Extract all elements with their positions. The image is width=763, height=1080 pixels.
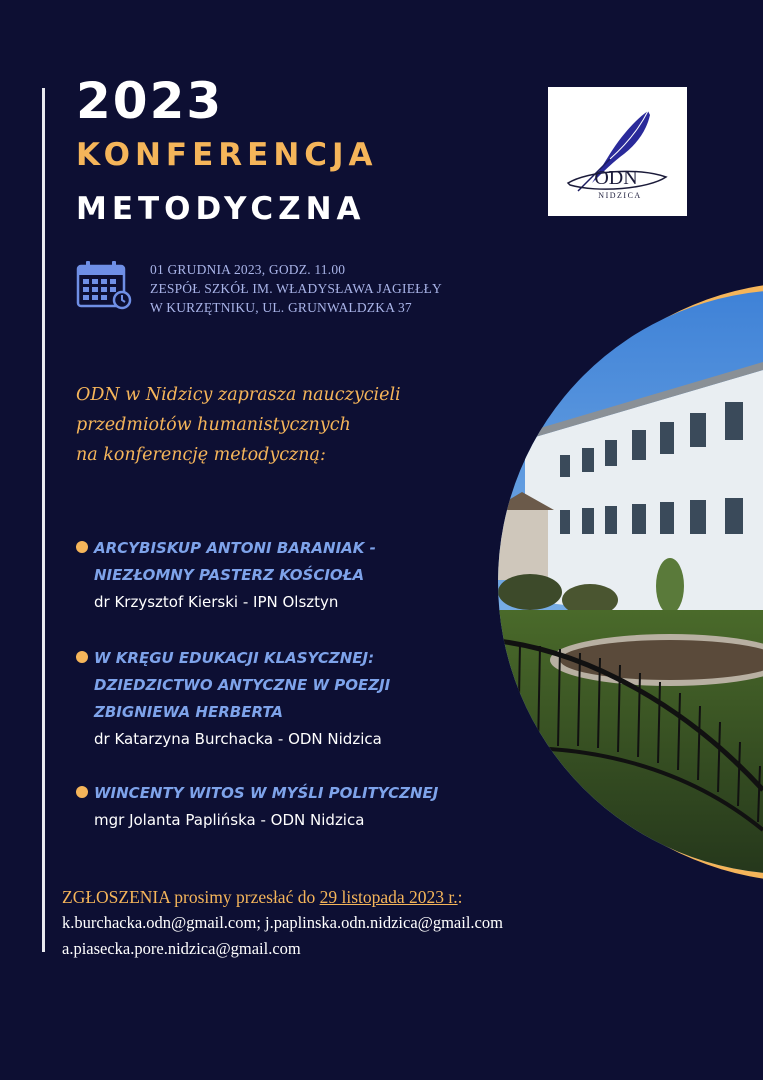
invitation-text [76, 380, 401, 470]
topic-speaker: mgr Jolanta Paplińska - ODN Nidzica [94, 811, 365, 829]
registration-prefix: ZGŁOSZENIA prosimy przesłać do [62, 887, 320, 907]
title-metodyczna: METODYCZNA [76, 191, 366, 227]
topic-title: NIEZŁOMNY PASTERZ KOŚCIOŁA [94, 566, 365, 584]
event-venue: ZESPÓŁ SZKÓŁ IM. WŁADYSŁAWA JAGIEŁŁY [150, 281, 442, 296]
registration-section [62, 884, 503, 962]
logo-nidzica-text: NIDZICA [598, 191, 642, 200]
topic-title: WINCENTY WITOS W MYŚLI POLITYCZNEJ [94, 784, 439, 802]
bullet-dot [76, 786, 88, 798]
topic-title: ARCYBISKUP ANTONI BARANIAK - [94, 539, 376, 557]
topic-speaker: dr Krzysztof Kierski - IPN Olsztyn [94, 593, 339, 611]
registration-deadline: 29 listopada 2023 r. [319, 887, 458, 907]
bullet-dot [76, 541, 88, 553]
topic-item [76, 780, 438, 834]
topic-title: ZBIGNIEWA HERBERTA [94, 703, 284, 721]
registration-suffix: : [457, 887, 463, 907]
logo-odn-text: ODN [594, 167, 638, 189]
odn-logo [548, 87, 687, 216]
registration-heading [62, 884, 503, 910]
school-building-photo [470, 270, 763, 901]
year-heading: 2023 [76, 72, 224, 130]
event-details [150, 260, 442, 317]
topic-title: DZIEDZICTWO ANTYCZNE W POEZJI [94, 676, 391, 694]
topic-title: W KRĘGU EDUKACJI KLASYCZNEJ: [94, 649, 375, 667]
registration-emails[interactable]: k.burchacka.odn@gmail.com; j.paplinska.odn.nidzica@gmail.com [62, 913, 503, 932]
calendar-clock-icon [76, 260, 132, 315]
event-address: W KURZĘTNIKU, UL. GRUNWALDZKA 37 [150, 300, 412, 315]
vertical-divider-line [42, 88, 45, 952]
title-konferencja: KONFERENCJA [76, 137, 378, 173]
topic-speaker: dr Katarzyna Burchacka - ODN Nidzica [94, 730, 382, 748]
event-date: 01 GRUDNIA 2023, GODZ. 11.00 [150, 262, 346, 277]
topic-item [76, 535, 376, 616]
invitation-line: ODN w Nidzicy zaprasza nauczycieli [76, 385, 401, 405]
invitation-line: na konferencję metodyczną: [76, 445, 326, 465]
registration-email[interactable]: a.piasecka.pore.nidzica@gmail.com [62, 939, 301, 958]
invitation-line: przedmiotów humanistycznych [76, 415, 351, 435]
topic-item [76, 645, 390, 753]
bullet-dot [76, 651, 88, 663]
